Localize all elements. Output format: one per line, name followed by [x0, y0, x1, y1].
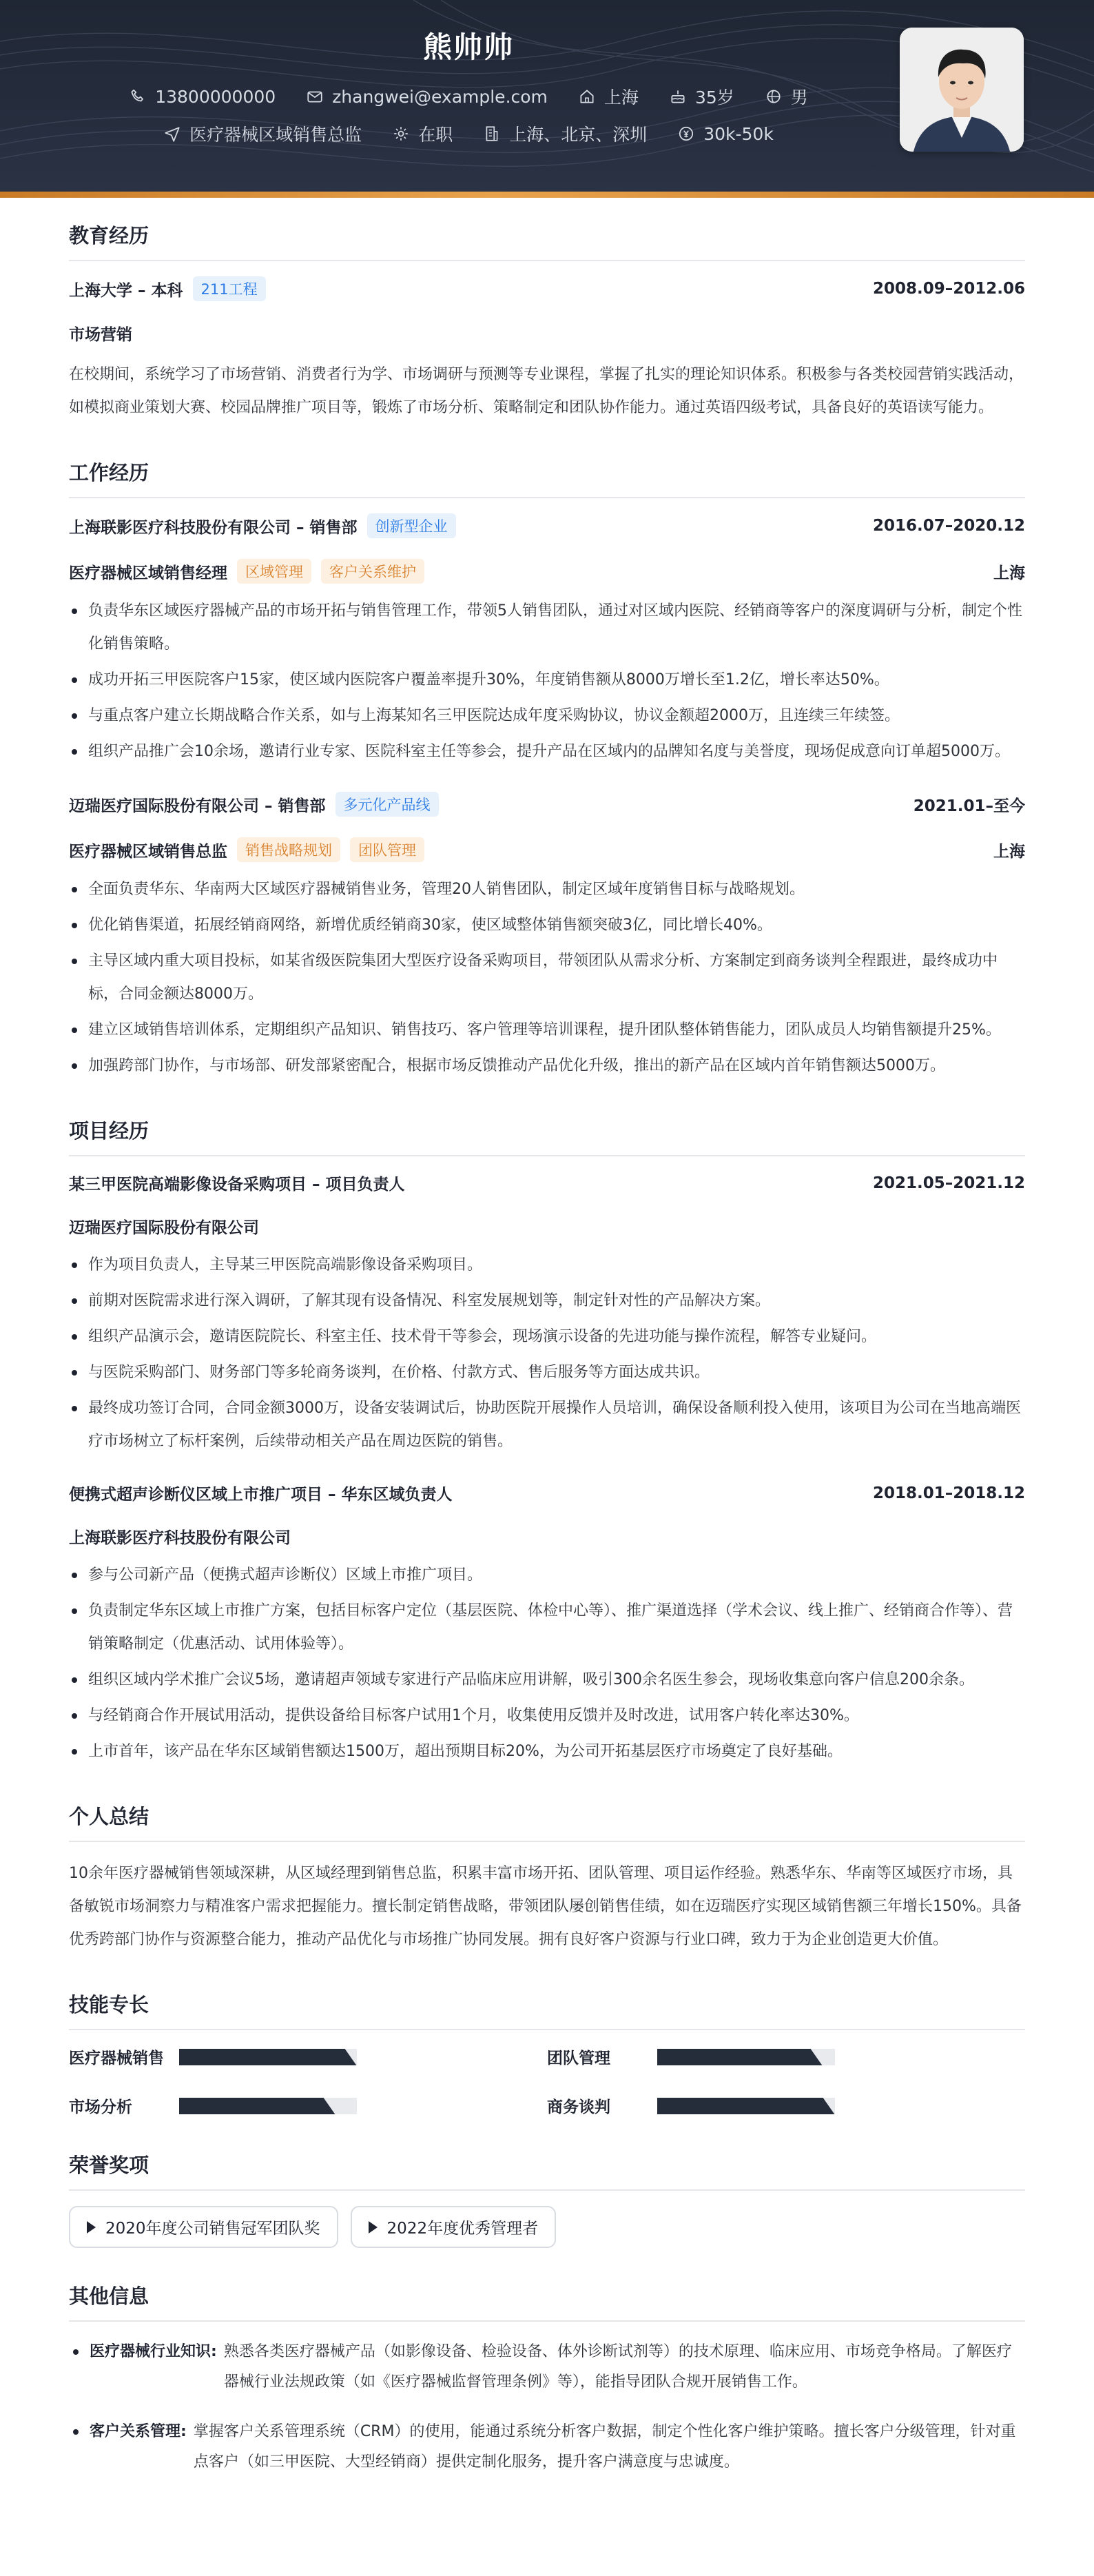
work-bullets [69, 595, 1025, 768]
skills-section [69, 1990, 1025, 2117]
position-tag: 客户关系维护 [321, 559, 424, 584]
company-tag: 多元化产品线 [336, 792, 439, 817]
summary-section [69, 1801, 1025, 1956]
position-tag: 团队管理 [350, 837, 424, 862]
project-entry [69, 1482, 1025, 1768]
company-name: 迈瑞医疗国际股份有限公司 – 销售部 [69, 797, 326, 815]
skill-name: 商务谈判 [547, 2098, 610, 2116]
work-position-row [69, 559, 1025, 584]
skill-item [69, 2045, 547, 2068]
list-item: 加强跨部门协作，与市场部、研发部紧密配合，根据市场反馈推动产品优化升级，推出的新产品在区域内首年销售额达5000万。 [69, 1050, 1025, 1083]
position-tag: 销售战略规划 [237, 837, 340, 862]
work-location: 上海 [993, 842, 1025, 861]
mail-icon [306, 88, 324, 105]
target-position-text: 医疗器械区域销售总监 [189, 125, 362, 145]
project-name: 便携式超声诊断仪区域上市推广项目 – 华东区域负责人 [69, 1486, 453, 1504]
email-info [306, 87, 548, 107]
resume-header [0, 0, 1094, 192]
work-date: 2016.07–2020.12 [872, 517, 1025, 535]
settings-icon [392, 125, 410, 143]
list-item: 负责制定华东区域上市推广方案，包括目标客户定位（基层医院、体检中心等）、推广渠道选择（学术会议、线上推广、经销商合作等）、营销策略制定（优惠活动、试用体验等）。 [69, 1595, 1025, 1661]
company-name: 上海联影医疗科技股份有限公司 – 销售部 [69, 518, 358, 537]
building-icon [483, 125, 501, 143]
skill-name: 市场分析 [69, 2098, 132, 2116]
city-text: 上海 [603, 88, 639, 108]
project-company: 迈瑞医疗国际股份有限公司 [69, 1219, 259, 1237]
position-tag: 区域管理 [237, 559, 311, 584]
work-position [69, 837, 424, 862]
projects-title: 项目经历 [69, 1116, 1025, 1156]
coin-icon [677, 125, 695, 143]
age-info [669, 84, 734, 109]
work-entry [69, 513, 1025, 768]
phone-text: 13800000000 [155, 86, 276, 107]
project-bullets [69, 1559, 1025, 1768]
education-title: 教育经历 [69, 221, 1025, 261]
skill-bar [179, 2098, 357, 2114]
award-label: 2020年度公司销售冠军团队奖 [105, 2220, 320, 2238]
contact-row [0, 84, 937, 109]
salary-text: 30k-50k [703, 123, 774, 144]
skills-title: 技能专长 [69, 1990, 1025, 2030]
list-item: 组织产品演示会，邀请医院院长、科室主任、技术骨干等参会，现场演示设备的先进功能与操作流程，解答专业疑问。 [69, 1320, 1025, 1353]
skill-name: 医疗器械销售 [69, 2049, 164, 2067]
profile-photo [900, 28, 1024, 152]
work-position-row [69, 837, 1025, 862]
skill-bar [657, 2098, 835, 2114]
send-icon [163, 125, 181, 143]
work-company [69, 792, 439, 817]
city-info [578, 84, 639, 109]
candidate-name: 熊帅帅 [422, 30, 514, 64]
position-name: 医疗器械区域销售总监 [69, 842, 227, 861]
other-item [69, 2337, 1025, 2398]
work-bullets [69, 873, 1025, 1083]
skill-level-fill [657, 2098, 820, 2114]
project-name: 某三甲医院高端影像设备采购项目 – 项目负责人 [69, 1176, 405, 1194]
list-item: 组织产品推广会10余场，邀请行业专家、医院科室主任等参会，提升产品在区域内的品牌知名度与美誉度，现场促成意向订单超5000万。 [69, 735, 1025, 768]
project-header [69, 1172, 1025, 1194]
play-icon [87, 2221, 96, 2233]
skill-item [547, 2094, 1025, 2117]
work-entry-header [69, 513, 1025, 538]
resume-content [69, 221, 1025, 2511]
other-label: 医疗器械行业知识: [90, 2343, 217, 2360]
list-item: 负责华东区域医疗器械产品的市场开拓与销售管理工作，带领5人销售团队，通过对区域内医院、经销商等客户的深度调研与分析，制定个性化销售策略。 [69, 595, 1025, 661]
gender-info [765, 84, 808, 109]
work-date: 2021.01–至今 [913, 797, 1025, 815]
skill-level-fill [657, 2049, 808, 2065]
skill-name: 团队管理 [547, 2049, 610, 2067]
company-tag: 创新型企业 [367, 513, 456, 538]
award-item [351, 2206, 557, 2248]
award-label: 2022年度优秀管理者 [386, 2220, 539, 2238]
list-item: 与经销商合作开展试用活动，提供设备给目标客户试用1个月，收集使用反馈并及时改进，试用客户转化率达30%。 [69, 1699, 1025, 1732]
work-section [69, 458, 1025, 1083]
other-section [69, 2281, 1025, 2477]
project-date: 2021.05–2021.12 [872, 1174, 1025, 1192]
education-school [69, 276, 266, 301]
position-name: 医疗器械区域销售经理 [69, 564, 227, 582]
skill-level-fill [179, 2098, 321, 2114]
awards-list [69, 2206, 1025, 2248]
list-item: 优化销售渠道，拓展经销商网络，新增优质经销商30家，使区域整体销售额突破3亿，同比增长40%。 [69, 909, 1025, 942]
status-info [392, 121, 453, 146]
work-entry [69, 792, 1025, 1083]
list-item: 前期对医院需求进行深入调研，了解其现有设备情况、科室发展规划等，制定针对性的产品解决方案。 [69, 1285, 1025, 1318]
project-header [69, 1482, 1025, 1504]
skill-bar [657, 2049, 835, 2065]
list-item: 与重点客户建立长期战略合作关系，如与上海某知名三甲医院达成年度采购协议，协议金额超2000万，且连续三年续签。 [69, 699, 1025, 733]
header-accent-line [0, 192, 1094, 198]
summary-title: 个人总结 [69, 1801, 1025, 1842]
awards-title: 荣誉奖项 [69, 2150, 1025, 2191]
other-text: 熟悉各类医疗器械产品（如影像设备、检验设备、体外诊断试剂等）的技术原理、临床应用、市场竞争格局。了解医疗器械行业法规政策（如《医疗器械监督管理条例》等），能指导团队合规开展销售工作。 [223, 2343, 1012, 2391]
list-item: 作为项目负责人，主导某三甲医院高端影像设备采购项目。 [69, 1249, 1025, 1282]
skill-item [69, 2094, 547, 2117]
status-text: 在职 [418, 125, 453, 145]
phone-icon [129, 88, 147, 105]
school-name: 上海大学 – 本科 [69, 281, 183, 300]
list-item: 参与公司新产品（便携式超声诊断仪）区域上市推广项目。 [69, 1559, 1025, 1592]
home-icon [578, 88, 596, 105]
education-major: 市场营销 [69, 326, 132, 344]
list-item: 上市首年，该产品在华东区域销售额达1500万，超出预期目标20%，为公司开拓基层医疗市场奠定了良好基础。 [69, 1735, 1025, 1768]
work-entry-header [69, 792, 1025, 817]
job-intent-row [0, 121, 937, 146]
education-date: 2008.09–2012.06 [872, 280, 1025, 298]
list-item: 最终成功签订合同，合同金额3000万，设备安装调试后，协助医院开展操作人员培训，确保设备顺利投入使用，该项目为公司在当地高端医疗市场树立了标杆案例，后续带动相关产品在周边医院的销售。 [69, 1392, 1025, 1458]
phone-info [129, 87, 276, 107]
other-title: 其他信息 [69, 2281, 1025, 2322]
project-date: 2018.01–2018.12 [872, 1484, 1025, 1502]
project-entry [69, 1172, 1025, 1458]
work-title: 工作经历 [69, 458, 1025, 498]
skill-bar [179, 2049, 357, 2065]
list-item: 成功开拓三甲医院客户15家，使区域内医院客户覆盖率提升30%，年度销售额从8000万增长至1.2亿，增长率达50%。 [69, 664, 1025, 697]
work-position [69, 559, 424, 584]
education-section [69, 221, 1025, 425]
education-description: 在校期间，系统学习了市场营销、消费者行为学、市场调研与预测等专业课程，掌握了扎实的理论知识体系。积极参与各类校园营销实践活动，如模拟商业策划大赛、校园品牌推广项目等，锻炼了市场分析、策略制定和团队协作能力。通过英语四级考试，具备良好的英语读写能力。 [69, 366, 1024, 416]
work-location: 上海 [993, 564, 1025, 582]
gender-icon [765, 88, 783, 105]
salary-info [677, 124, 774, 144]
email-text: zhangwei@example.com [332, 86, 548, 107]
other-label: 客户关系管理: [90, 2423, 187, 2440]
gender-text: 男 [790, 88, 808, 108]
projects-section [69, 1116, 1025, 1768]
other-item [69, 2417, 1025, 2477]
skill-item [547, 2045, 1025, 2068]
skill-level-fill [179, 2049, 342, 2065]
target-position-info [163, 121, 362, 146]
target-cities-info [483, 121, 647, 146]
list-item: 与医院采购部门、财务部门等多轮商务谈判，在价格、付款方式、售后服务等方面达成共识。 [69, 1356, 1025, 1389]
skills-grid [69, 2045, 1025, 2117]
awards-section [69, 2150, 1025, 2248]
project-bullets [69, 1249, 1025, 1458]
age-text: 35岁 [694, 88, 734, 108]
list-item: 组织区域内学术推广会议5场，邀请超声领域专家进行产品临床应用讲解，吸引300余名医生参会，现场收集意向客户信息200余条。 [69, 1664, 1025, 1697]
school-tag: 211工程 [193, 276, 266, 301]
target-cities-text: 上海、北京、深圳 [509, 125, 648, 145]
list-item: 全面负责华东、华南两大区域医疗器械销售业务，管理20人销售团队，制定区域年度销售目标与战略规划。 [69, 873, 1025, 906]
work-company [69, 513, 456, 538]
other-text: 掌握客户关系管理系统（CRM）的使用，能通过系统分析客户数据，制定个性化客户维护策略。擅长客户分级管理，针对重点客户（如三甲医院、大型经销商）提供定制化服务，提升客户满意度与忠诚度。 [193, 2423, 1016, 2471]
cake-icon [669, 88, 687, 105]
education-header [69, 276, 1025, 301]
award-item [69, 2206, 338, 2248]
summary-text: 10余年医疗器械销售领域深耕，从区域经理到销售总监，积累丰富市场开拓、团队管理、项目运作经验。熟悉华东、华南等区域医疗市场，具备敏锐市场洞察力与精准客户需求把握能力。擅长制定销售战略，带领团队屡创销售佳绩，如在迈瑞医疗实现区域销售额三年增长150%。具备优秀跨部门协作与资源整合能力，推动产品优化与市场推广协同发展。拥有良好客户资源与行业口碑，致力于为企业创造更大价值。 [69, 1865, 1022, 1948]
list-item: 主导区域内重大项目投标，如某省级医院集团大型医疗设备采购项目，带领团队从需求分析、方案制定到商务谈判全程跟进，最终成功中标，合同金额达8000万。 [69, 945, 1025, 1011]
list-item: 建立区域销售培训体系，定期组织产品知识、销售技巧、客户管理等培训课程，提升团队整体销售能力，团队成员人均销售额提升25%。 [69, 1014, 1025, 1047]
project-company: 上海联影医疗科技股份有限公司 [69, 1529, 291, 1547]
play-icon [369, 2221, 378, 2233]
